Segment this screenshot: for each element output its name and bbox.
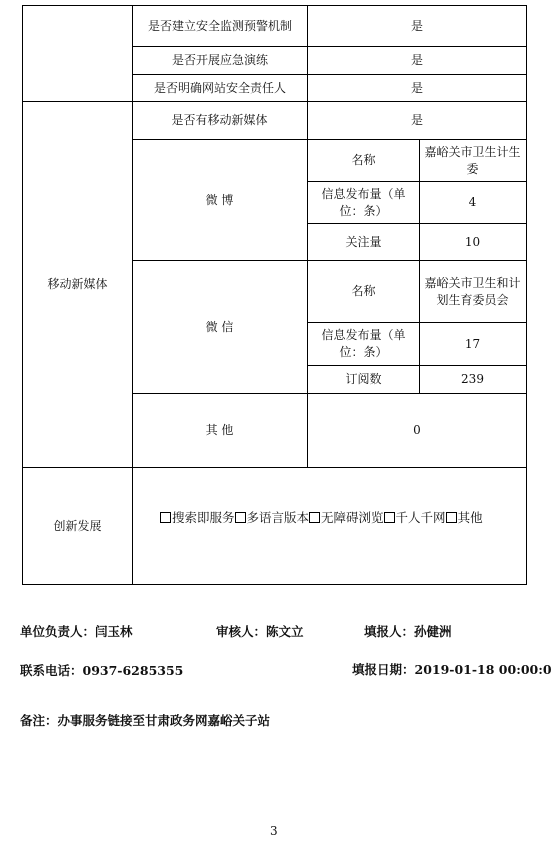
checkbox-icon[interactable]	[446, 512, 457, 523]
weixin-label: 微 信	[132, 261, 308, 394]
section-label-mobile-media: 移动新媒体	[22, 102, 133, 468]
row-value-responsible: 是	[308, 75, 527, 102]
row-label-drill: 是否开展应急演练	[132, 47, 308, 75]
section-cell-security	[22, 5, 133, 102]
checkbox-icon[interactable]	[160, 512, 171, 523]
row-value-has-media: 是	[308, 102, 527, 140]
weixin-name-label: 名称	[308, 261, 420, 323]
checkbox-icon[interactable]	[384, 512, 395, 523]
reviewer: 审核人：陈文立	[216, 624, 304, 639]
checkbox-icon[interactable]	[235, 512, 246, 523]
weibo-follow-value: 10	[419, 224, 527, 261]
option-accessibility[interactable]: 无障碍浏览	[309, 508, 384, 526]
filler: 填报人：孙健洲	[364, 624, 452, 639]
weibo-follow-label: 关注量	[308, 224, 420, 261]
row-value-drill: 是	[308, 47, 527, 75]
other-value: 0	[308, 394, 527, 468]
fill-date: 填报日期：2019-01-18 00:00:0	[352, 662, 552, 677]
weixin-count-label: 信息发布量（单位：条）	[308, 323, 420, 366]
innovation-options-cell	[132, 468, 527, 585]
remark: 备注：办事服务链接至甘肃政务网嘉峪关子站	[20, 713, 271, 728]
row-label-monitoring: 是否建立安全监测预警机制	[132, 5, 308, 47]
weixin-subscribe-value: 239	[419, 366, 527, 394]
innovation-options	[160, 508, 483, 526]
page-number: 3	[270, 824, 278, 838]
weixin-count-value: 17	[419, 323, 527, 366]
weixin-name-value: 嘉峪关市卫生和计划生育委员会	[419, 261, 527, 323]
option-personalized[interactable]: 千人千网	[384, 508, 446, 526]
weibo-name-label: 名称	[308, 140, 420, 182]
row-label-responsible: 是否明确网站安全责任人	[132, 75, 308, 102]
option-search-service[interactable]: 搜索即服务	[160, 508, 235, 526]
weibo-count-value: 4	[419, 182, 527, 224]
weibo-label: 微 博	[132, 140, 308, 261]
checkbox-icon[interactable]	[309, 512, 320, 523]
row-value-monitoring: 是	[308, 5, 527, 47]
unit-leader: 单位负责人：闫玉林	[20, 624, 133, 639]
weibo-name-value: 嘉峪关市卫生计生委	[419, 140, 527, 182]
contact-phone: 联系电话：0937-6285355	[20, 663, 184, 678]
option-other[interactable]: 其他	[446, 508, 483, 526]
row-label-has-media: 是否有移动新媒体	[132, 102, 308, 140]
innovation-label: 创新发展	[22, 468, 133, 585]
report-table	[22, 5, 527, 585]
other-label: 其 他	[132, 394, 308, 468]
weibo-count-label: 信息发布量（单位：条）	[308, 182, 420, 224]
weixin-subscribe-label: 订阅数	[308, 366, 420, 394]
option-multilingual[interactable]: 多语言版本	[235, 508, 310, 526]
